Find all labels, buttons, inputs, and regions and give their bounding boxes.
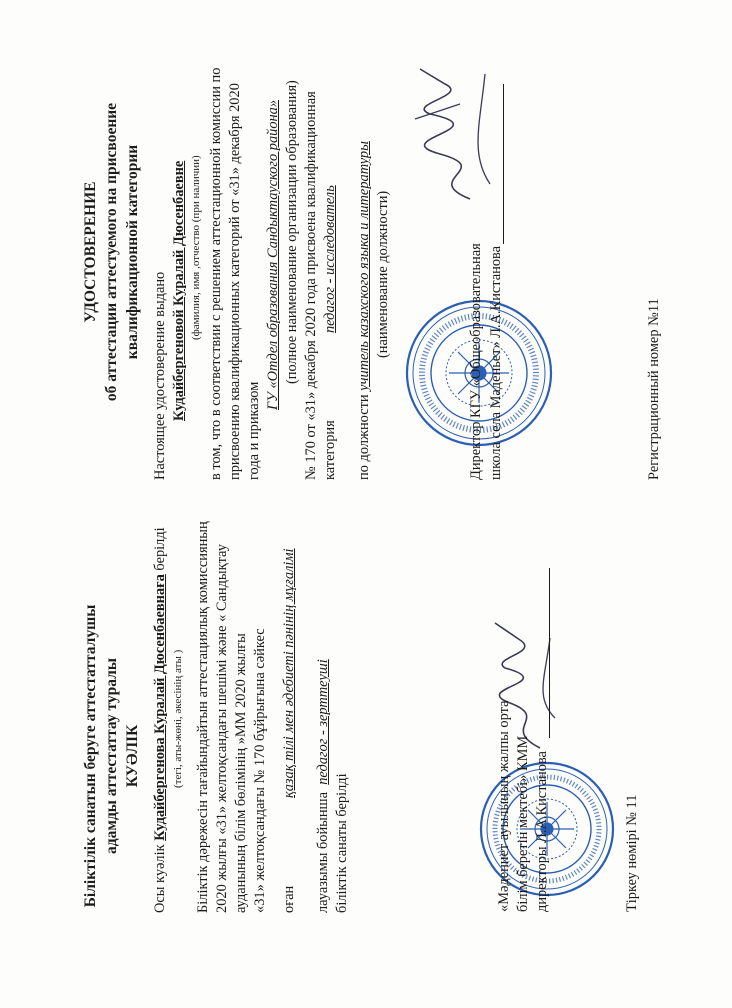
russian-para-line2: присвоению квалификационных категорий от «31» декабря 2020 — [227, 83, 243, 480]
russian-position-prefix: по должности — [356, 394, 372, 480]
russian-category-word: категория — [322, 420, 338, 480]
kazakh-para-line3: ауданының білім бөлімінің »ММ 2020 жылғы — [233, 633, 249, 913]
kazakh-certificate — [0, 504, 732, 1008]
kazakh-title-line1: Біліктілік санатын беруге аттестатталушы — [82, 604, 99, 908]
russian-para-line3: года и приказом — [246, 381, 262, 480]
russian-director-line1: Директор КГУ «Общеобразовательная — [468, 243, 484, 480]
russian-director-signature — [400, 64, 510, 214]
russian-position-value: учитель казахского языка и литературы — [356, 141, 372, 391]
kazakh-position-prefix: лауазымы бойынша — [315, 791, 331, 913]
kazakh-name-caption: (тегі, аты-жөні, әкесінің аты ) — [172, 649, 184, 788]
russian-title-line1: УДОСТОВЕРЕНИЕ — [82, 181, 99, 323]
russian-order-line: № 170 от «31» декабря 2020 года присвоена квалификационная — [303, 91, 319, 480]
kazakh-director-line3: директоры Л.А.Кистанова — [534, 751, 550, 912]
kazakh-issued-name: Кудайбергенова Куралай Дюсенбаевнаға — [152, 574, 168, 841]
russian-para-line1: в том, что в соответствии с решением аттестационной комиссии по — [208, 67, 224, 480]
kazakh-issued-suffix: берілді — [152, 527, 168, 571]
kazakh-director-line2: білім беретін мектебі» КММ — [515, 735, 531, 912]
kazakh-category-given: біліктік санаты берілді — [334, 773, 350, 913]
russian-issued-label: Настоящее удостоверение выдано — [152, 271, 168, 480]
kazakh-director-line1: «Мәдениет ауылының жалпы орта — [496, 700, 512, 912]
russian-name-caption: (фамилия, имя ,отчество (при наличии) — [190, 155, 202, 340]
russian-director-line2: школа села Маденьет» Л.А.Кистанова — [488, 245, 504, 480]
kazakh-title-line2: адамды аттестаттау туралы — [103, 658, 120, 854]
russian-org-caption: (полное наименование организации образования) — [284, 80, 300, 384]
kazakh-ogan: оған — [281, 885, 297, 913]
kazakh-reg-number: Тіркеу нөмірі № 11 — [624, 794, 640, 912]
russian-position-line — [356, 141, 373, 480]
kazakh-para-line2: 2020 жылғы «31» желтоқсандағы шешімі және « Сандықтау — [214, 544, 230, 913]
kazakh-title-line3: КУӘЛІК — [124, 724, 141, 788]
russian-category-line — [322, 185, 339, 480]
kazakh-issued-prefix: Осы куәлік — [152, 844, 168, 913]
russian-org-name: ГУ «Отдел образования Сандыктауского района» — [265, 99, 281, 410]
kazakh-signature-line — [549, 568, 550, 738]
kazakh-para-line1: Біліктік дәрежесін тағайындайтын аттестациялық комиссияның — [195, 521, 211, 913]
russian-title-line3: квалификационной категории — [124, 144, 141, 360]
russian-title-line2: об аттестации аттестуемого на присвоение — [103, 102, 120, 402]
russian-category-value: педагог - исследователь — [322, 185, 338, 334]
russian-position-caption: (наименование должности) — [375, 190, 391, 358]
russian-reg-number: Регистрационный номер №11 — [646, 298, 662, 480]
russian-signature-line — [503, 84, 504, 244]
kazakh-issued-line — [152, 527, 169, 913]
russian-issued-name: Кудайбергеновой Куралай Дюсенбаевне — [171, 160, 187, 421]
kazakh-subject: қазақ тілі мен әдебиеті пәнінің мұғалімі — [281, 548, 297, 798]
kazakh-position-value: педагог - зерттеуші — [315, 659, 331, 785]
kazakh-position-line — [315, 659, 332, 913]
kazakh-para-line4: «31» желтоқсандағы № 170 бұйрығына сәйкес — [252, 628, 268, 913]
